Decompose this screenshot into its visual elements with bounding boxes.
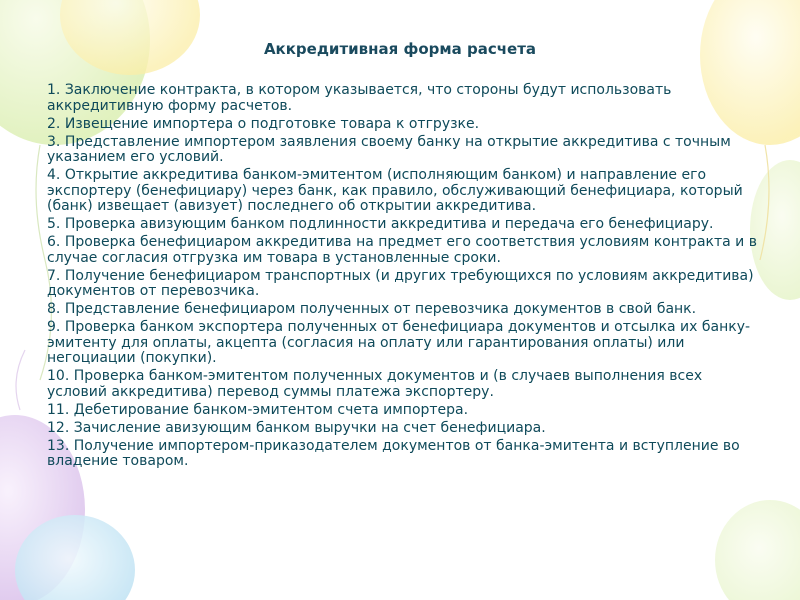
item-number: 9. (47, 319, 61, 335)
list-item (47, 403, 762, 419)
item-number: 5. (47, 216, 61, 232)
item-number: 4. (47, 167, 61, 183)
list-item (47, 83, 762, 114)
item-text: Проверка бенефициаром аккредитива на предмет его соответствия условиям контракта и в случае согласия отгрузка им товара в установленные сроки. (47, 234, 757, 266)
item-text: Получение импортером-приказодателем документов от банка-эмитента и вступление во владение товаром. (47, 437, 740, 469)
slide-title: Аккредитивная форма расчета (263, 40, 537, 58)
item-text: Дебетирование банком-эмитентом счета импортера. (73, 401, 469, 418)
list-item (47, 369, 762, 400)
list-item (47, 135, 762, 166)
item-text: Представление импортером заявления своему банку на открытие аккредитива с точным указанием его условий. (47, 133, 731, 165)
steps-list (47, 83, 762, 472)
list-item (47, 269, 762, 300)
list-item (47, 117, 762, 133)
item-text: Получение бенефициаром транспортных (и других требующихся по условиям аккредитива) документов от перевозчика. (47, 267, 754, 299)
list-item (47, 421, 762, 437)
item-text: Зачисление авизующим банком выручки на счет бенефициара. (73, 419, 546, 436)
item-number: 6. (47, 234, 61, 250)
item-number: 1. (47, 82, 61, 98)
item-number: 10. (47, 368, 70, 384)
item-text: Открытие аккредитива банком-эмитентом (исполняющим банком) и направление его экспортеру (бенефициару) через банк, как правило, обслуживающий бенефициара, который (банк) извещает (авизует) последнего об открытии аккредитива. (47, 167, 743, 214)
item-text: Заключение контракта, в котором указывается, что стороны будут использовать аккредитивную форму расчетов. (47, 82, 672, 114)
item-number: 11. (47, 401, 70, 418)
item-text: Проверка банком экспортера полученных от бенефициара документов и отсылка их банку-эмитенту для оплаты, акцепта (согласия на оплату или гарантирования оплаты) или негоциации (покупки). (47, 319, 751, 366)
list-item (47, 168, 762, 215)
item-number: 7. (47, 267, 61, 284)
item-number: 2. (47, 115, 61, 132)
list-item (47, 217, 762, 233)
item-number: 8. (47, 301, 61, 317)
item-number: 12. (47, 419, 70, 436)
list-item (47, 320, 762, 367)
list-item (47, 302, 762, 318)
item-number: 13. (47, 437, 70, 454)
item-text: Проверка банком-эмитентом полученных документов и (в случаев выполнения всех условий аккредитива) перевод суммы платежа экспортеру. (47, 368, 703, 400)
item-text: Извещение импортера о подготовке товара к отгрузке. (64, 115, 480, 132)
list-item (47, 439, 762, 470)
item-text: Представление бенефициаром полученных от перевозчика документов в свой банк. (64, 301, 697, 317)
item-number: 3. (47, 133, 61, 150)
item-text: Проверка авизующим банком подлинности аккредитива и передача его бенефициару. (64, 216, 714, 232)
list-item (47, 235, 762, 266)
